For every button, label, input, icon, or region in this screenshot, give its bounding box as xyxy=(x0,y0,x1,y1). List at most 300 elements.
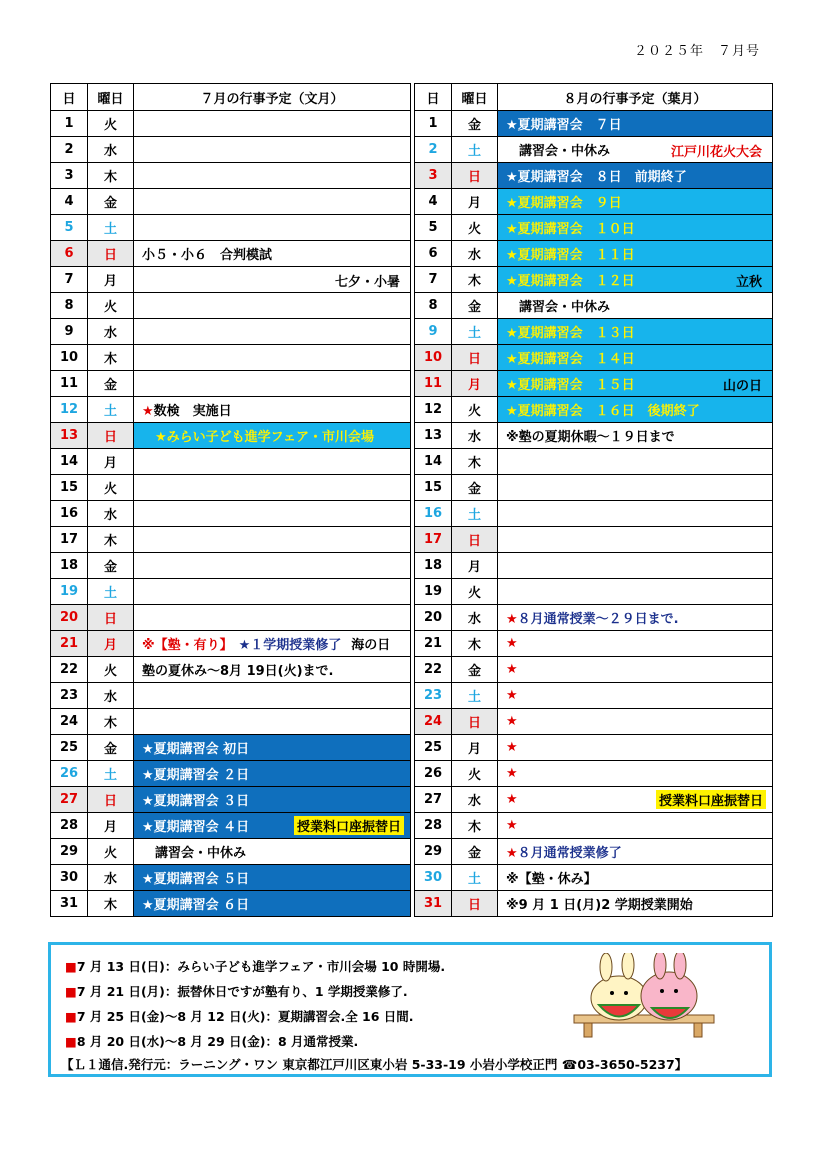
weekday-cell: 金 xyxy=(452,111,498,137)
calendar-row xyxy=(51,137,411,163)
day-cell: 24 xyxy=(51,709,88,735)
day-cell: 25 xyxy=(415,735,452,761)
day-cell: 3 xyxy=(415,163,452,189)
weekday-cell: 土 xyxy=(452,865,498,891)
event-cell xyxy=(498,215,773,241)
day-cell: 24 xyxy=(415,709,452,735)
event-cell xyxy=(498,657,773,683)
event-cell xyxy=(134,787,411,813)
event-text: 小５・小６ 合判模試 xyxy=(142,248,273,263)
weekday-cell: 木 xyxy=(452,631,498,657)
day-cell: 9 xyxy=(415,319,452,345)
rabbits-eating-watermelon-illustration xyxy=(564,953,724,1038)
holiday-text: 立秋 xyxy=(735,275,762,290)
issue-date: ２０２５年 ７月号 xyxy=(633,44,760,59)
events-header: ８月の行事予定（葉月） xyxy=(498,84,773,111)
day-cell: 21 xyxy=(51,631,88,657)
event-text: ※【塾・休み】 xyxy=(506,872,597,887)
day-cell: 14 xyxy=(415,449,452,475)
event-cell xyxy=(134,475,411,501)
day-cell: 29 xyxy=(415,839,452,865)
calendar-row xyxy=(415,631,773,657)
day-cell: 8 xyxy=(415,293,452,319)
day-cell: 30 xyxy=(415,865,452,891)
day-header: 日 xyxy=(51,84,88,111)
event-text: 講習会・中休み xyxy=(142,846,247,861)
calendar-row xyxy=(415,423,773,449)
day-cell: 2 xyxy=(415,137,452,163)
calendar-row xyxy=(51,111,411,137)
weekday-cell: 日 xyxy=(452,527,498,553)
day-cell: 7 xyxy=(51,267,88,293)
calendar-row xyxy=(415,761,773,787)
event-cell xyxy=(134,267,411,293)
day-cell: 16 xyxy=(415,501,452,527)
event-cell xyxy=(498,813,773,839)
day-cell: 10 xyxy=(415,345,452,371)
calendar-row xyxy=(415,449,773,475)
calendar-row xyxy=(51,813,411,839)
day-cell: 30 xyxy=(51,865,88,891)
day-cell: 5 xyxy=(415,215,452,241)
event-cell xyxy=(498,865,773,891)
event-cell xyxy=(134,527,411,553)
day-header: 日 xyxy=(415,84,452,111)
day-cell: 31 xyxy=(415,891,452,917)
event-cell xyxy=(498,761,773,787)
weekday-cell: 火 xyxy=(88,657,134,683)
event-cell xyxy=(498,189,773,215)
event-cell xyxy=(498,527,773,553)
event-cell xyxy=(134,709,411,735)
event-cell xyxy=(134,293,411,319)
weekday-cell: 木 xyxy=(88,527,134,553)
event-cell xyxy=(134,449,411,475)
calendar-row xyxy=(415,189,773,215)
day-cell: 11 xyxy=(415,371,452,397)
event-text: ★夏期講習会 １１日 xyxy=(506,248,635,263)
day-cell: 25 xyxy=(51,735,88,761)
weekday-cell: 土 xyxy=(452,501,498,527)
payment-badge: 授業料口座振替日 xyxy=(656,790,766,809)
day-cell: 31 xyxy=(51,891,88,917)
calendar-row xyxy=(415,527,773,553)
calendar-row xyxy=(415,267,773,293)
notice-line: ■8 月 20 日(水)～8 月 29 日(金)：8 月通常授業. xyxy=(65,1034,359,1049)
weekday-cell: 金 xyxy=(88,371,134,397)
calendar-row xyxy=(415,371,773,397)
day-cell: 17 xyxy=(415,527,452,553)
day-cell: 28 xyxy=(51,813,88,839)
star-icon: ★ xyxy=(506,688,518,703)
day-cell: 26 xyxy=(415,761,452,787)
calendar-row xyxy=(415,241,773,267)
day-cell: 4 xyxy=(415,189,452,215)
weekday-cell: 水 xyxy=(88,137,134,163)
day-cell: 28 xyxy=(415,813,452,839)
day-cell: 22 xyxy=(51,657,88,683)
day-cell: 27 xyxy=(415,787,452,813)
event-cell xyxy=(498,371,773,397)
calendar-row xyxy=(415,683,773,709)
day-cell: 15 xyxy=(51,475,88,501)
event-text: ★夏期講習会 ９日 xyxy=(506,196,622,211)
event-cell xyxy=(134,423,411,449)
day-cell: 26 xyxy=(51,761,88,787)
calendar-row xyxy=(51,189,411,215)
day-cell: 23 xyxy=(415,683,452,709)
weekday-cell: 木 xyxy=(88,345,134,371)
event-cell xyxy=(498,293,773,319)
event-text: ★夏期講習会 ６日 xyxy=(142,898,250,913)
event-text: ★夏期講習会 ８日 前期終了 xyxy=(506,170,687,185)
weekday-cell: 日 xyxy=(452,163,498,189)
weekday-cell: 月 xyxy=(452,189,498,215)
weekday-cell: 日 xyxy=(88,423,134,449)
calendar-row xyxy=(415,605,773,631)
day-cell: 7 xyxy=(415,267,452,293)
weekday-cell: 日 xyxy=(452,891,498,917)
calendar-row xyxy=(51,657,411,683)
event-text: ★夏期講習会 ４日 xyxy=(142,820,250,835)
weekday-cell: 木 xyxy=(452,813,498,839)
event-cell xyxy=(498,501,773,527)
weekday-cell: 水 xyxy=(452,605,498,631)
day-cell: 12 xyxy=(51,397,88,423)
weekday-cell: 火 xyxy=(452,397,498,423)
weekday-cell: 木 xyxy=(452,449,498,475)
payment-badge: 授業料口座振替日 xyxy=(294,816,404,835)
event-cell xyxy=(134,761,411,787)
event-highlight: 江戸川花火大会 xyxy=(670,145,762,160)
notice-box xyxy=(48,942,772,1077)
day-cell: 18 xyxy=(415,553,452,579)
weekday-cell: 木 xyxy=(88,891,134,917)
weekday-cell: 金 xyxy=(452,475,498,501)
weekday-cell: 水 xyxy=(452,241,498,267)
calendar-row xyxy=(51,761,411,787)
calendar-row xyxy=(51,319,411,345)
weekday-cell: 月 xyxy=(452,371,498,397)
event-cell xyxy=(134,605,411,631)
day-cell: 27 xyxy=(51,787,88,813)
event-cell xyxy=(498,137,773,163)
weekday-cell: 土 xyxy=(88,579,134,605)
calendar-row xyxy=(51,631,411,657)
weekday-cell: 日 xyxy=(88,787,134,813)
calendar-row xyxy=(51,371,411,397)
calendar-row xyxy=(415,891,773,917)
event-cell xyxy=(498,605,773,631)
calendar-row xyxy=(415,475,773,501)
weekday-cell: 金 xyxy=(452,657,498,683)
event-text: 講習会・中休み xyxy=(506,300,611,315)
weekday-header: 曜日 xyxy=(88,84,134,111)
event-text: ★夏期講習会 ３日 xyxy=(142,794,250,809)
event-cell xyxy=(134,371,411,397)
day-cell: 2 xyxy=(51,137,88,163)
event-text: ※【塾・有り】 xyxy=(142,638,233,653)
weekday-cell: 土 xyxy=(88,215,134,241)
calendar-row xyxy=(51,215,411,241)
event-text: ★みらい子ども進学フェア・市川会場 xyxy=(142,430,375,445)
weekday-cell: 土 xyxy=(452,137,498,163)
day-cell: 6 xyxy=(51,241,88,267)
event-cell xyxy=(498,449,773,475)
event-cell xyxy=(498,345,773,371)
calendar-row xyxy=(415,319,773,345)
holiday-text: 山の日 xyxy=(722,379,762,394)
day-cell: 1 xyxy=(415,111,452,137)
event-cell xyxy=(134,345,411,371)
calendar-row xyxy=(51,293,411,319)
weekday-cell: 月 xyxy=(88,631,134,657)
event-cell xyxy=(498,319,773,345)
calendar-row xyxy=(415,579,773,605)
day-cell: 22 xyxy=(415,657,452,683)
weekday-cell: 木 xyxy=(88,709,134,735)
event-text: 数検 実施日 xyxy=(153,404,232,419)
star-icon: ★ xyxy=(142,404,154,419)
star-icon: ★ xyxy=(506,792,518,807)
event-cell xyxy=(134,579,411,605)
weekday-cell: 木 xyxy=(452,267,498,293)
event-cell xyxy=(134,163,411,189)
star-icon: ★ xyxy=(506,636,518,651)
day-cell: 12 xyxy=(415,397,452,423)
weekday-cell: 水 xyxy=(88,683,134,709)
event-text: ★夏期講習会 ７日 xyxy=(506,118,622,133)
day-cell: 15 xyxy=(415,475,452,501)
weekday-cell: 金 xyxy=(452,293,498,319)
weekday-cell: 水 xyxy=(88,501,134,527)
event-cell xyxy=(498,631,773,657)
weekday-cell: 水 xyxy=(452,787,498,813)
weekday-cell: 月 xyxy=(452,553,498,579)
event-text: ★夏期講習会 ５日 xyxy=(142,872,250,887)
weekday-cell: 木 xyxy=(88,163,134,189)
event-cell xyxy=(134,111,411,137)
event-text: ★夏期講習会 １０日 xyxy=(506,222,635,237)
calendar-row xyxy=(51,501,411,527)
day-cell: 18 xyxy=(51,553,88,579)
calendar-row xyxy=(415,345,773,371)
day-cell: 16 xyxy=(51,501,88,527)
calendar-row xyxy=(415,657,773,683)
day-cell: 13 xyxy=(51,423,88,449)
event-cell xyxy=(498,397,773,423)
weekday-cell: 月 xyxy=(88,267,134,293)
calendar-row xyxy=(415,709,773,735)
event-text: ★夏期講習会 １４日 xyxy=(506,352,635,367)
calendar-row xyxy=(51,241,411,267)
calendar-row xyxy=(415,787,773,813)
weekday-cell: 金 xyxy=(88,189,134,215)
calendar-row xyxy=(51,865,411,891)
day-cell: 20 xyxy=(51,605,88,631)
day-cell: 23 xyxy=(51,683,88,709)
star-icon: ★ xyxy=(506,766,518,781)
calendar-row xyxy=(51,709,411,735)
event-cell xyxy=(134,891,411,917)
event-cell xyxy=(134,735,411,761)
event-text: ★夏期講習会 １５日 xyxy=(506,378,635,393)
day-cell: 19 xyxy=(51,579,88,605)
star-icon: ★ xyxy=(506,740,518,755)
star-icon: ★ xyxy=(506,846,518,861)
calendar-row xyxy=(51,267,411,293)
calendar-row xyxy=(51,527,411,553)
day-cell: 8 xyxy=(51,293,88,319)
weekday-cell: 月 xyxy=(88,449,134,475)
weekday-cell: 水 xyxy=(88,319,134,345)
day-cell: 3 xyxy=(51,163,88,189)
calendar-row xyxy=(51,735,411,761)
holiday-text: 七夕・小暑 xyxy=(334,275,400,290)
event-cell xyxy=(498,891,773,917)
weekday-cell: 金 xyxy=(452,839,498,865)
event-cell xyxy=(498,839,773,865)
calendar-row xyxy=(415,553,773,579)
weekday-cell: 日 xyxy=(88,605,134,631)
day-cell: 4 xyxy=(51,189,88,215)
day-cell: 13 xyxy=(415,423,452,449)
calendar-row xyxy=(51,553,411,579)
event-cell xyxy=(498,241,773,267)
event-text: ※塾の夏期休暇～１９日まで xyxy=(506,430,675,445)
calendar-row xyxy=(51,605,411,631)
calendar-row xyxy=(415,501,773,527)
star-icon: ★ xyxy=(506,714,518,729)
weekday-cell: 火 xyxy=(88,111,134,137)
event-cell xyxy=(134,839,411,865)
calendar-row xyxy=(51,397,411,423)
event-text: ８月通常授業～２９日まで. xyxy=(517,612,679,627)
weekday-cell: 日 xyxy=(88,241,134,267)
notice-line: ■7 月 13 日(日)：みらい子ども進学フェア・市川会場 10 時開場. xyxy=(65,959,446,974)
event-cell xyxy=(134,683,411,709)
calendar-row xyxy=(415,163,773,189)
weekday-cell: 金 xyxy=(88,735,134,761)
calendar-row xyxy=(51,683,411,709)
weekday-cell: 火 xyxy=(452,761,498,787)
august-schedule-table xyxy=(414,83,773,917)
calendar-row xyxy=(51,345,411,371)
event-cell xyxy=(498,267,773,293)
weekday-cell: 日 xyxy=(452,345,498,371)
notice-line: ■7 月 25 日(金)～8 月 12 日(火)：夏期講習会.全 16 日間. xyxy=(65,1009,414,1024)
calendar-row xyxy=(51,423,411,449)
star-icon: ★ xyxy=(506,612,518,627)
day-cell: 9 xyxy=(51,319,88,345)
event-cell xyxy=(134,319,411,345)
event-cell xyxy=(134,241,411,267)
event-text: ※9 月 1 日(月)2 学期授業開始 xyxy=(506,898,693,913)
calendar-row xyxy=(51,839,411,865)
weekday-cell: 火 xyxy=(88,475,134,501)
event-cell xyxy=(134,657,411,683)
event-text: ★夏期講習会 ２日 xyxy=(142,768,250,783)
event-text: ★夏期講習会 １２日 xyxy=(506,274,635,289)
day-cell: 20 xyxy=(415,605,452,631)
events-header: ７月の行事予定（文月） xyxy=(134,84,411,111)
weekday-cell: 火 xyxy=(88,293,134,319)
weekday-cell: 火 xyxy=(452,215,498,241)
event-cell xyxy=(134,189,411,215)
event-cell xyxy=(498,787,773,813)
event-cell xyxy=(498,163,773,189)
event-cell xyxy=(498,683,773,709)
weekday-cell: 日 xyxy=(452,709,498,735)
event-cell xyxy=(134,137,411,163)
day-cell: 19 xyxy=(415,579,452,605)
july-schedule-table xyxy=(50,83,411,917)
event-cell xyxy=(134,397,411,423)
event-text: ★夏期講習会 初日 xyxy=(142,742,250,757)
contact-line: 【Ｌ１通信.発行元：ラーニング・ワン 東京都江戸川区東小岩 5-33-19 小岩小学校正門 ☎03-3650-5237】 xyxy=(61,1057,688,1072)
day-cell: 5 xyxy=(51,215,88,241)
holiday-text: 海の日 xyxy=(351,638,391,653)
calendar-row xyxy=(51,891,411,917)
weekday-cell: 金 xyxy=(88,553,134,579)
calendar-row xyxy=(415,215,773,241)
event-cell xyxy=(498,423,773,449)
event-cell xyxy=(498,579,773,605)
calendar-row xyxy=(415,397,773,423)
calendar-row xyxy=(415,137,773,163)
weekday-cell: 火 xyxy=(452,579,498,605)
event-cell xyxy=(498,735,773,761)
event-cell xyxy=(134,865,411,891)
star-icon: ★ xyxy=(506,662,518,677)
event-text: ８月通常授業修了 xyxy=(517,846,622,861)
calendar-row xyxy=(51,475,411,501)
calendar-row xyxy=(415,111,773,137)
weekday-cell: 土 xyxy=(88,761,134,787)
event-text: ★夏期講習会 １６日 後期終了 xyxy=(506,404,700,419)
event-cell xyxy=(498,709,773,735)
event-extra: ★１学期授業修了 xyxy=(238,638,342,653)
star-icon: ★ xyxy=(506,818,518,833)
calendar-row xyxy=(51,163,411,189)
event-cell xyxy=(134,501,411,527)
calendar-row xyxy=(51,449,411,475)
event-cell xyxy=(134,215,411,241)
event-text: 講習会・中休み xyxy=(506,144,611,159)
event-cell xyxy=(498,111,773,137)
calendar-row xyxy=(415,735,773,761)
day-cell: 1 xyxy=(51,111,88,137)
calendar-row xyxy=(51,579,411,605)
calendar-row xyxy=(51,787,411,813)
notice-line: ■7 月 21 日(月)：振替休日ですが塾有り、1 学期授業修了. xyxy=(65,984,408,999)
day-cell: 11 xyxy=(51,371,88,397)
day-cell: 21 xyxy=(415,631,452,657)
calendar-row xyxy=(415,293,773,319)
event-cell xyxy=(134,813,411,839)
event-cell xyxy=(498,553,773,579)
calendar-row xyxy=(415,839,773,865)
event-cell xyxy=(134,553,411,579)
event-text: 塾の夏休み～8月 19日(火)まで. xyxy=(142,664,334,679)
event-text: ★夏期講習会 １３日 xyxy=(506,326,635,341)
weekday-cell: 水 xyxy=(452,423,498,449)
weekday-cell: 水 xyxy=(88,865,134,891)
day-cell: 10 xyxy=(51,345,88,371)
weekday-cell: 月 xyxy=(88,813,134,839)
weekday-header: 曜日 xyxy=(452,84,498,111)
weekday-cell: 土 xyxy=(88,397,134,423)
